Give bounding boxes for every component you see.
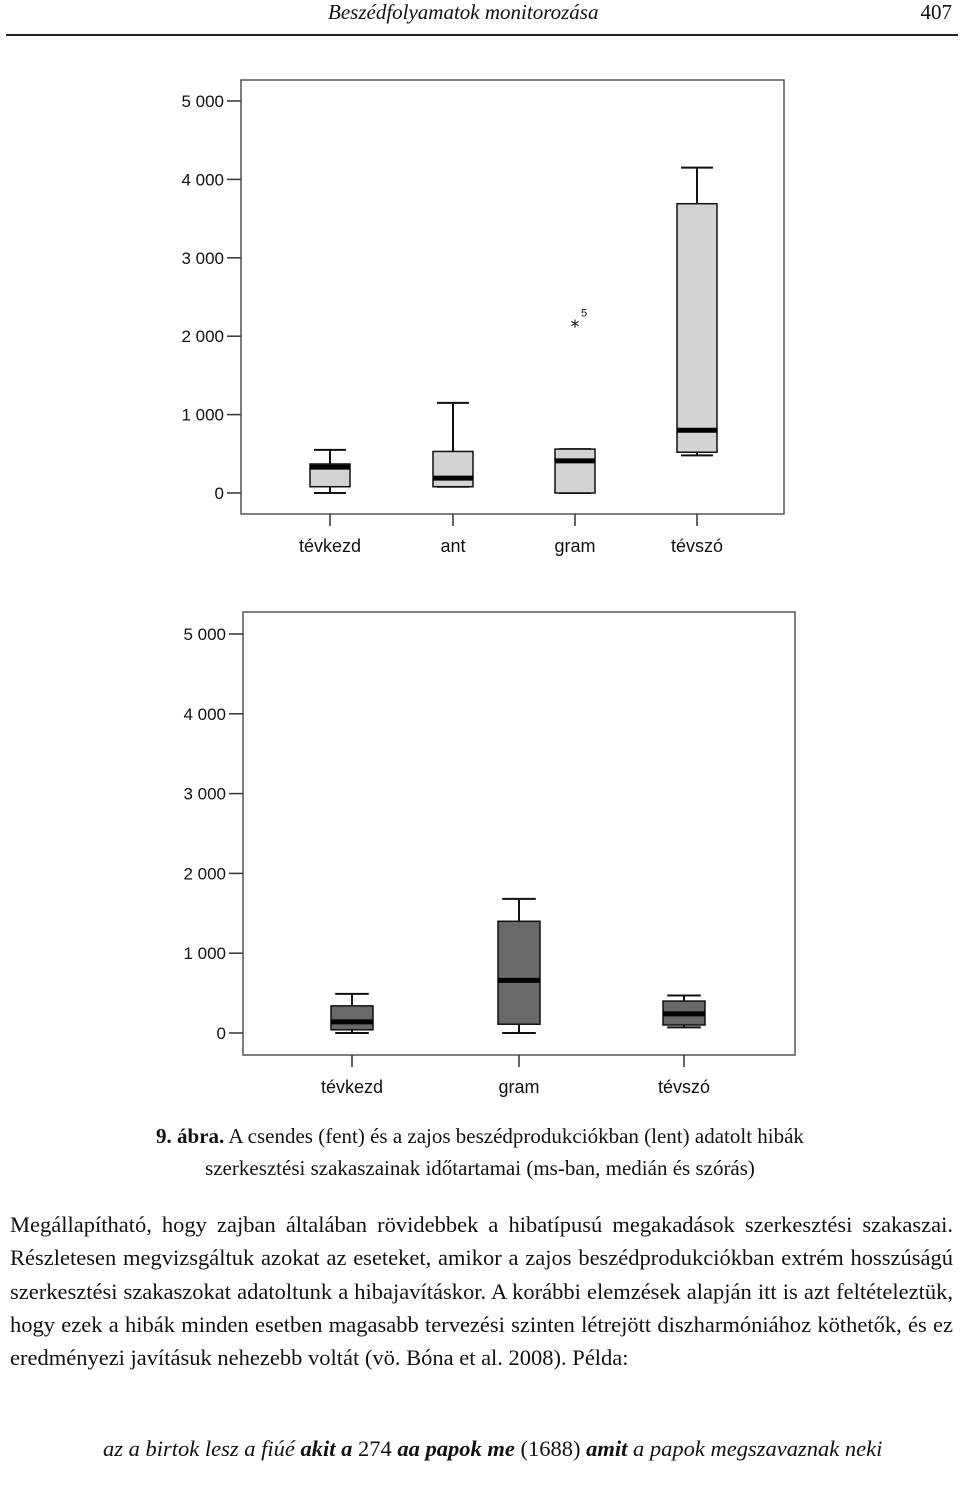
box-iqr (433, 451, 473, 486)
box-tévszó (677, 168, 717, 456)
x-tick-label: tévkezd (320, 1077, 384, 1097)
box-iqr (555, 449, 595, 493)
box-iqr (677, 204, 717, 453)
outlier-label: 5 (581, 307, 588, 320)
example-part: amit (586, 1436, 628, 1461)
example-part: aa papok me (397, 1436, 515, 1461)
x-tick-label: tévszó (657, 1077, 711, 1097)
running-title: Beszédfolyamatok monitorozása (328, 0, 599, 24)
x-tick-label: tévkezd (298, 536, 362, 556)
caption-text-1: A csendes (fent) és a zajos beszédprodukciókban (lent) adatolt hibák (228, 1124, 804, 1148)
x-tick-label: tévszó (670, 536, 724, 556)
box-gram (555, 449, 595, 493)
y-tick-label: 4 000 (181, 170, 224, 190)
y-tick-label: 2 000 (181, 327, 224, 347)
x-tick-label: ant (440, 536, 466, 556)
example-part: a papok megszavaznak neki (627, 1436, 883, 1461)
box-iqr (331, 1006, 373, 1030)
example-part: 274 (352, 1436, 398, 1461)
example-sentence (103, 1432, 953, 1465)
boxplot-quiet (0, 60, 960, 570)
y-tick-label: 3 000 (183, 784, 226, 804)
box-iqr (498, 921, 540, 1024)
x-tick-label: gram (498, 1077, 540, 1097)
caption-line-2: szerkesztési szakaszainak időtartamai (ms-ban, medián és szórás) (205, 1156, 755, 1180)
page-number: 407 (920, 0, 952, 24)
x-tick-label: gram (554, 536, 596, 556)
caption-line-1 (0, 1120, 960, 1152)
example-part: (1688) (514, 1436, 587, 1461)
y-tick-label: 5 000 (183, 625, 226, 644)
y-tick-label: 1 000 (181, 405, 224, 425)
boxplot-noisy (0, 600, 960, 1110)
header-rule (6, 34, 958, 36)
boxplot-noisy-svg (0, 600, 960, 1110)
caption-label: 9. ábra. (156, 1124, 225, 1148)
example-part: akit a (300, 1436, 353, 1461)
y-tick-label: 1 000 (183, 944, 226, 964)
y-tick-label: 2 000 (183, 864, 226, 884)
y-tick-label: 0 (214, 484, 224, 503)
outlier-marker: * (570, 316, 580, 338)
y-tick-label: 3 000 (181, 248, 224, 268)
y-tick-label: 4 000 (183, 704, 226, 724)
figure-caption (0, 1120, 960, 1184)
body-paragraph: Megállapítható, hogy zajban általában rövidebbek a hibatípusú megakadások szerkesztési szakaszai. Részletesen megvizsgáltuk azokat az eseteket, amikor a zajos beszédprodukciókban extrém hosszúságú szerkesztési szakaszokat adatoltunk a hibajavításkor. A korábbi elemzések alapján itt is azt feltételeztük, hogy ezek a hibák minden esetben magasabb tervezési szinten létrejött diszharmóniához köthetők, és ez eredményezi javításuk nehezebb voltát (vö. Bóna et al. 2008). Példa: (10, 1212, 953, 1371)
y-tick-label: 0 (216, 1024, 226, 1043)
boxplot-quiet-svg (0, 60, 960, 570)
running-head (0, 0, 960, 36)
y-tick-label: 5 000 (181, 92, 224, 111)
example-part: az a birtok lesz a fiúé (103, 1436, 301, 1461)
